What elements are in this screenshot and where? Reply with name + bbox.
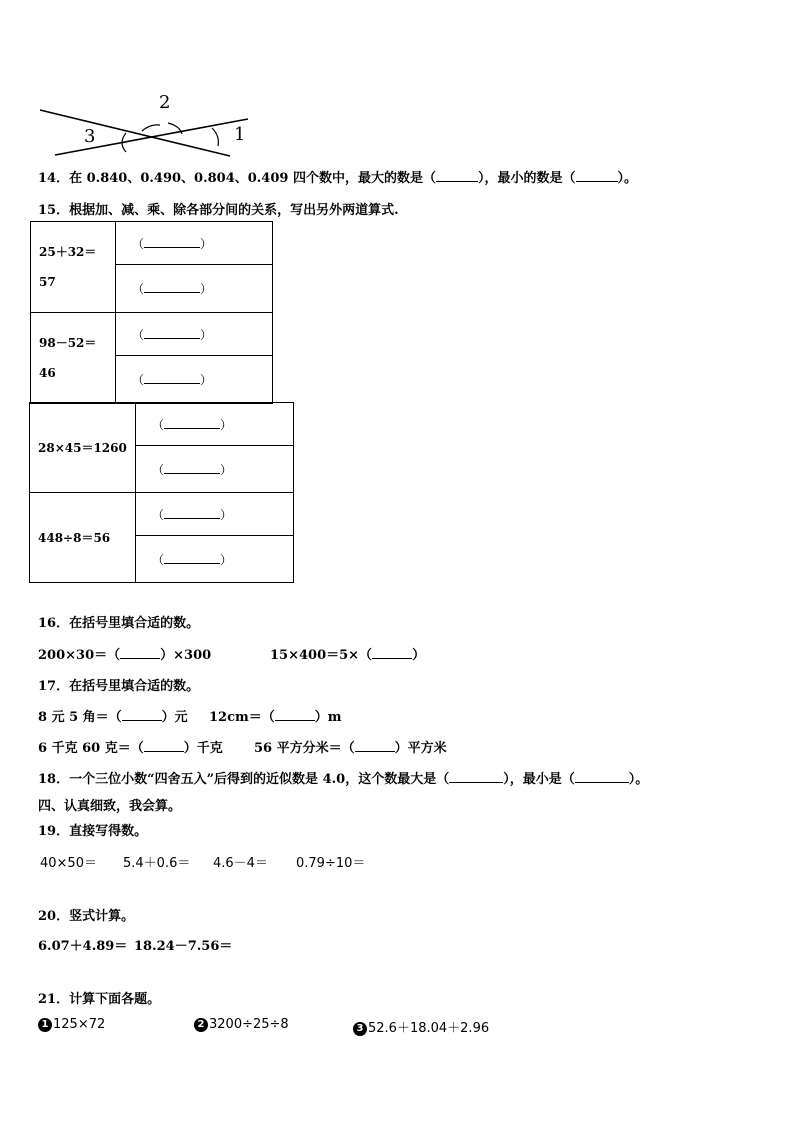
q14-text-b: ），最小的数是（ (477, 171, 576, 186)
q15-row-2-answer-1[interactable]: （ ） (116, 313, 273, 356)
question-16-title: 16．在括号里填合适的数。 (38, 616, 200, 631)
q14-min-blank[interactable] (576, 170, 618, 182)
q17-item-d: 56 平方分米＝（ ）平方米 (254, 741, 447, 756)
q15-row-3-answer-2[interactable]: （ ） (136, 446, 294, 493)
q16-item-b: 15×400＝5×（ ） (270, 648, 426, 663)
q16-a-blank[interactable] (120, 647, 160, 659)
q20-item-2: 18.24－7.56＝ (134, 939, 233, 954)
question-15-title: 15．根据加、减、乘、除各部分间的关系，写出另外两道算式. (38, 203, 399, 218)
q17-d-blank[interactable] (355, 740, 395, 752)
q15-row-4-equation: 448÷8＝56 (30, 493, 136, 583)
q21-item-3: 3 52.6＋18.04＋2.96 (353, 1017, 489, 1036)
q15-row-3-equation: 28×45＝1260 (30, 403, 136, 493)
q21-item-2: 2 3200÷25÷8 (194, 1017, 289, 1032)
section-4-title: 四、认真细致，我会算。 (38, 799, 182, 814)
figure-label-1: 1 (234, 124, 246, 145)
q18-min-blank[interactable] (575, 771, 629, 783)
angle-arc-1 (212, 128, 218, 146)
q15-table-top (30, 221, 273, 404)
q15-table-bottom (29, 402, 294, 583)
question-18: 18．一个三位小数“四舍五入”后得到的近似数是 4.0，这个数最大是（ ），最小是（ ）。 (38, 772, 649, 787)
q19-item-3: 4.6－4＝ (213, 856, 268, 871)
q20-item-1: 6.07＋4.89＝ (38, 939, 128, 954)
q15-row-1-answer-2[interactable]: （ ） (116, 265, 273, 313)
circled-number-2: 2 (194, 1018, 208, 1032)
q17-c-blank[interactable] (144, 740, 184, 752)
q15-row-4-answer-1[interactable]: （ ） (136, 493, 294, 536)
question-17-title: 17．在括号里填合适的数。 (38, 679, 200, 694)
angle-arc-2a (142, 125, 160, 131)
q17-item-a: 8 元 5 角＝（ ）元 (38, 710, 188, 725)
q19-item-1: 40×50＝ (40, 856, 97, 871)
figure-label-3: 3 (84, 126, 96, 147)
q19-item-2: 5.4＋0.6＝ (123, 856, 191, 871)
q17-item-b: 12cm＝（ ）m (209, 710, 342, 725)
q17-a-blank[interactable] (122, 709, 162, 721)
q15-row-2-equation: 98－52＝ 46 (31, 313, 116, 404)
q16-item-a: 200×30＝（ ）×300 (38, 648, 212, 663)
figure-label-2: 2 (159, 92, 171, 113)
q15-row-2-answer-2[interactable]: （ ） (116, 356, 273, 404)
q14-max-blank[interactable] (436, 170, 478, 182)
q15-row-1-equation: 25＋32＝ 57 (31, 222, 116, 313)
angle-figure (30, 88, 270, 160)
q18-max-blank[interactable] (449, 771, 503, 783)
q14-text-a: 14．在 0.840、0.490、0.804、0.409 四个数中，最大的数是（ (38, 171, 436, 186)
q14-text-c: ）。 (617, 171, 638, 186)
question-21-title: 21．计算下面各题。 (38, 992, 161, 1007)
question-20-title: 20．竖式计算。 (38, 909, 135, 924)
q17-item-c: 6 千克 60 克＝（ ）千克 (38, 741, 223, 756)
circled-number-1: 1 (38, 1018, 52, 1032)
q15-row-1-answer-1[interactable]: （ ） (116, 222, 273, 265)
q19-item-4: 0.79÷10＝ (296, 856, 366, 871)
q16-b-blank[interactable] (372, 647, 412, 659)
q21-item-1: 1 125×72 (38, 1017, 105, 1032)
circled-number-3: 3 (353, 1022, 367, 1036)
q17-b-blank[interactable] (275, 709, 315, 721)
q15-row-4-answer-2[interactable]: （ ） (136, 536, 294, 583)
q15-row-3-answer-1[interactable]: （ ） (136, 403, 294, 446)
question-14 (38, 167, 637, 186)
question-19-title: 19．直接写得数。 (38, 824, 148, 839)
figure-line-a (40, 110, 230, 156)
